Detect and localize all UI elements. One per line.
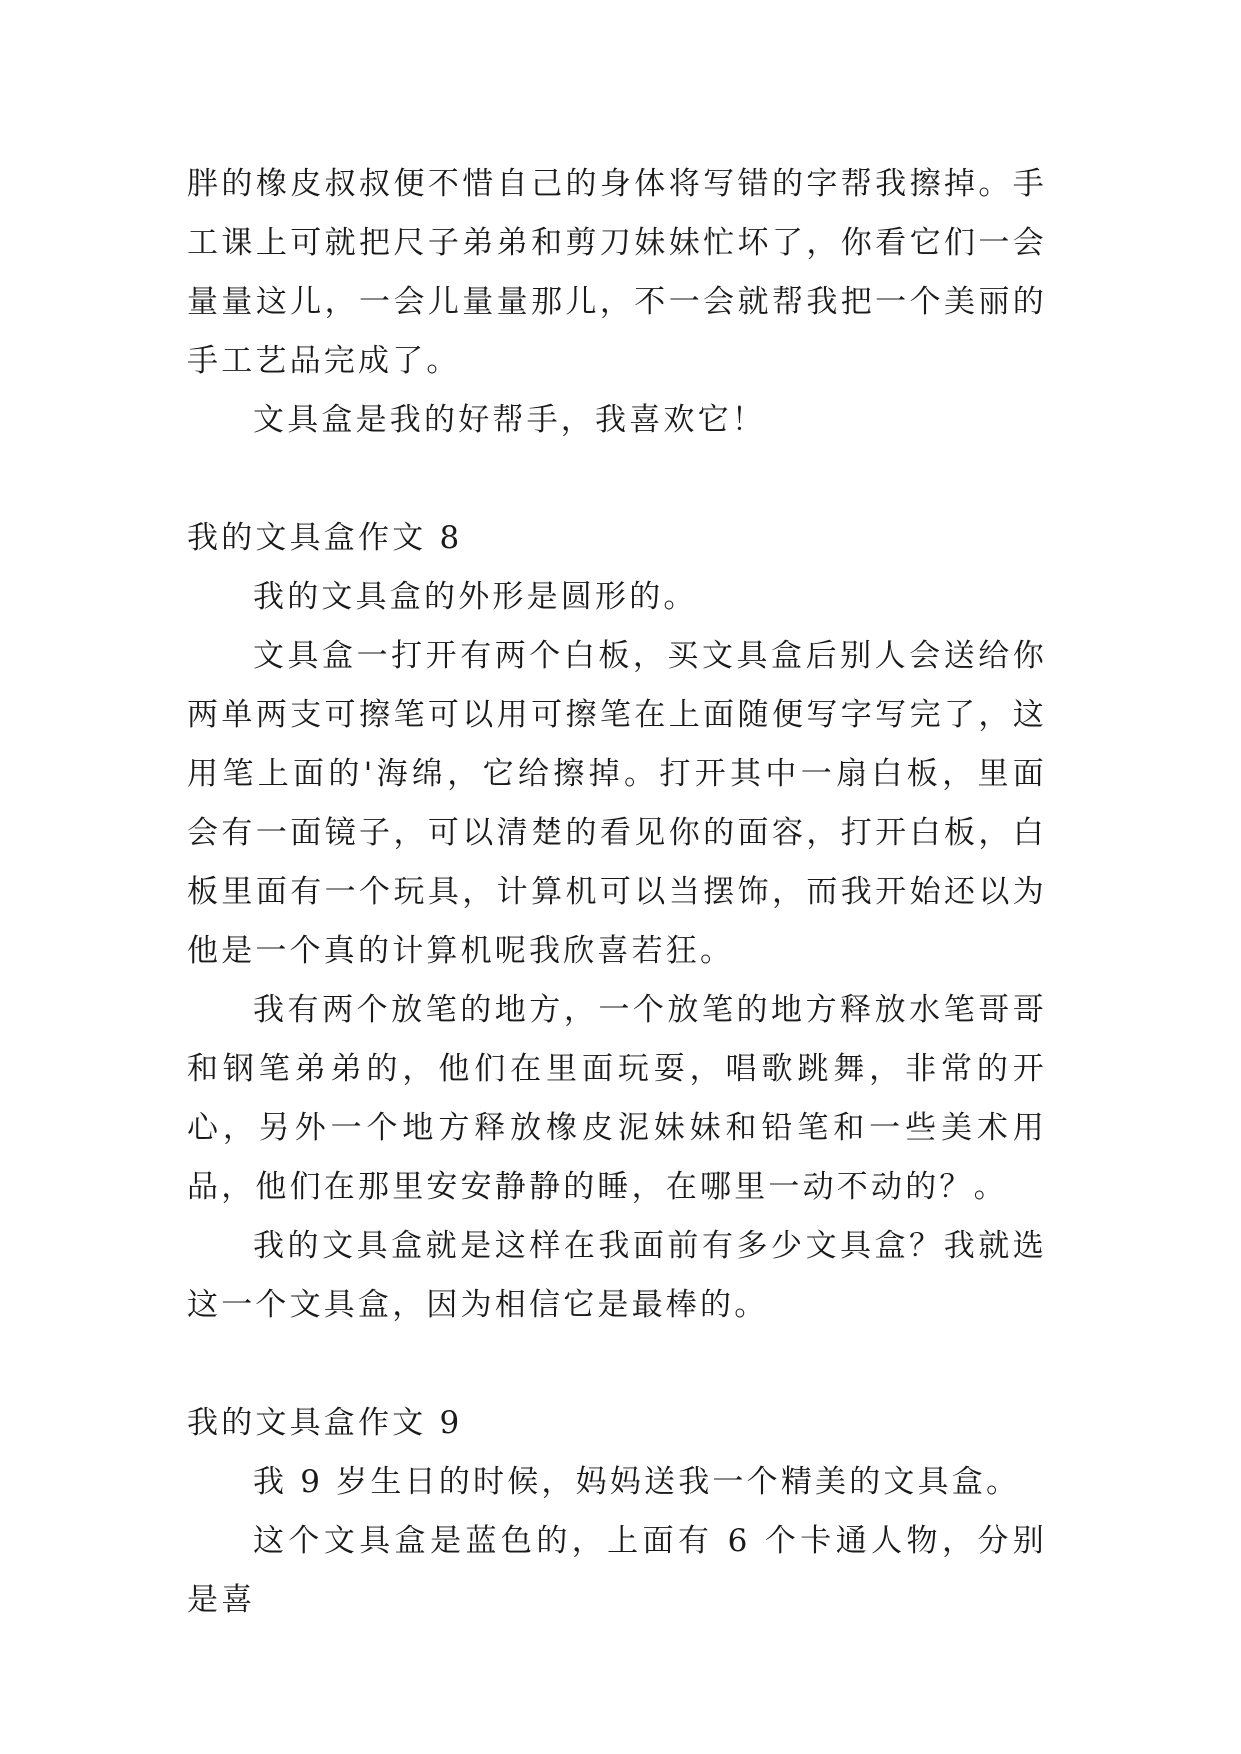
paragraph: 这个文具盒是蓝色的，上面有 6 个卡通人物，分别是喜: [187, 1523, 1047, 1618]
section-heading: 我的文具盒作文 8: [187, 520, 463, 556]
section-gap: [187, 450, 1047, 509]
section-gap: [187, 1335, 1047, 1394]
paragraph: 文具盒一打开有两个白板，买文具盒后别人会送给你两单两支可擦笔可以用可擦笔在上面随便写字写完了，这用笔上面的'海绵，它给擦掉。打开其中一扇白板，里面会有一面镜子，可以清楚的看见你的面容，打开白板，白板里面有一个玩具，计算机可以当摆饰，而我开始还以为他是一个真的计算机呢我欣喜若狂。: [187, 638, 1047, 969]
paragraph: 我的文具盒的外形是圆形的。: [253, 579, 698, 615]
paragraph: 我的文具盒就是这样在我面前有多少文具盒？我就选这一个文具盒，因为相信它是最棒的。: [187, 1228, 1047, 1323]
section-heading: 我的文具盒作文 9: [187, 1405, 463, 1441]
paragraph: 我 9 岁生日的时候，妈妈送我一个精美的文具盒。: [253, 1464, 1021, 1500]
paragraph: 我有两个放笔的地方，一个放笔的地方释放水笔哥哥和钢笔弟弟的，他们在里面玩耍，唱歌跳舞，非常的开心，另外一个地方释放橡皮泥妹妹和铅笔和一些美术用品，他们在那里安安静静的睡，在哪里一动不动的？。: [187, 992, 1047, 1205]
document-page: [187, 155, 1047, 1630]
paragraph: 胖的橡皮叔叔便不惜自己的身体将写错的字帮我擦掉。手工课上可就把尺子弟弟和剪刀妹妹忙坏了，你看它们一会量量这儿，一会儿量量那儿，不一会就帮我把一个美丽的手工艺品完成了。: [187, 166, 1047, 379]
paragraph: 文具盒是我的好帮手，我喜欢它！: [253, 402, 766, 438]
